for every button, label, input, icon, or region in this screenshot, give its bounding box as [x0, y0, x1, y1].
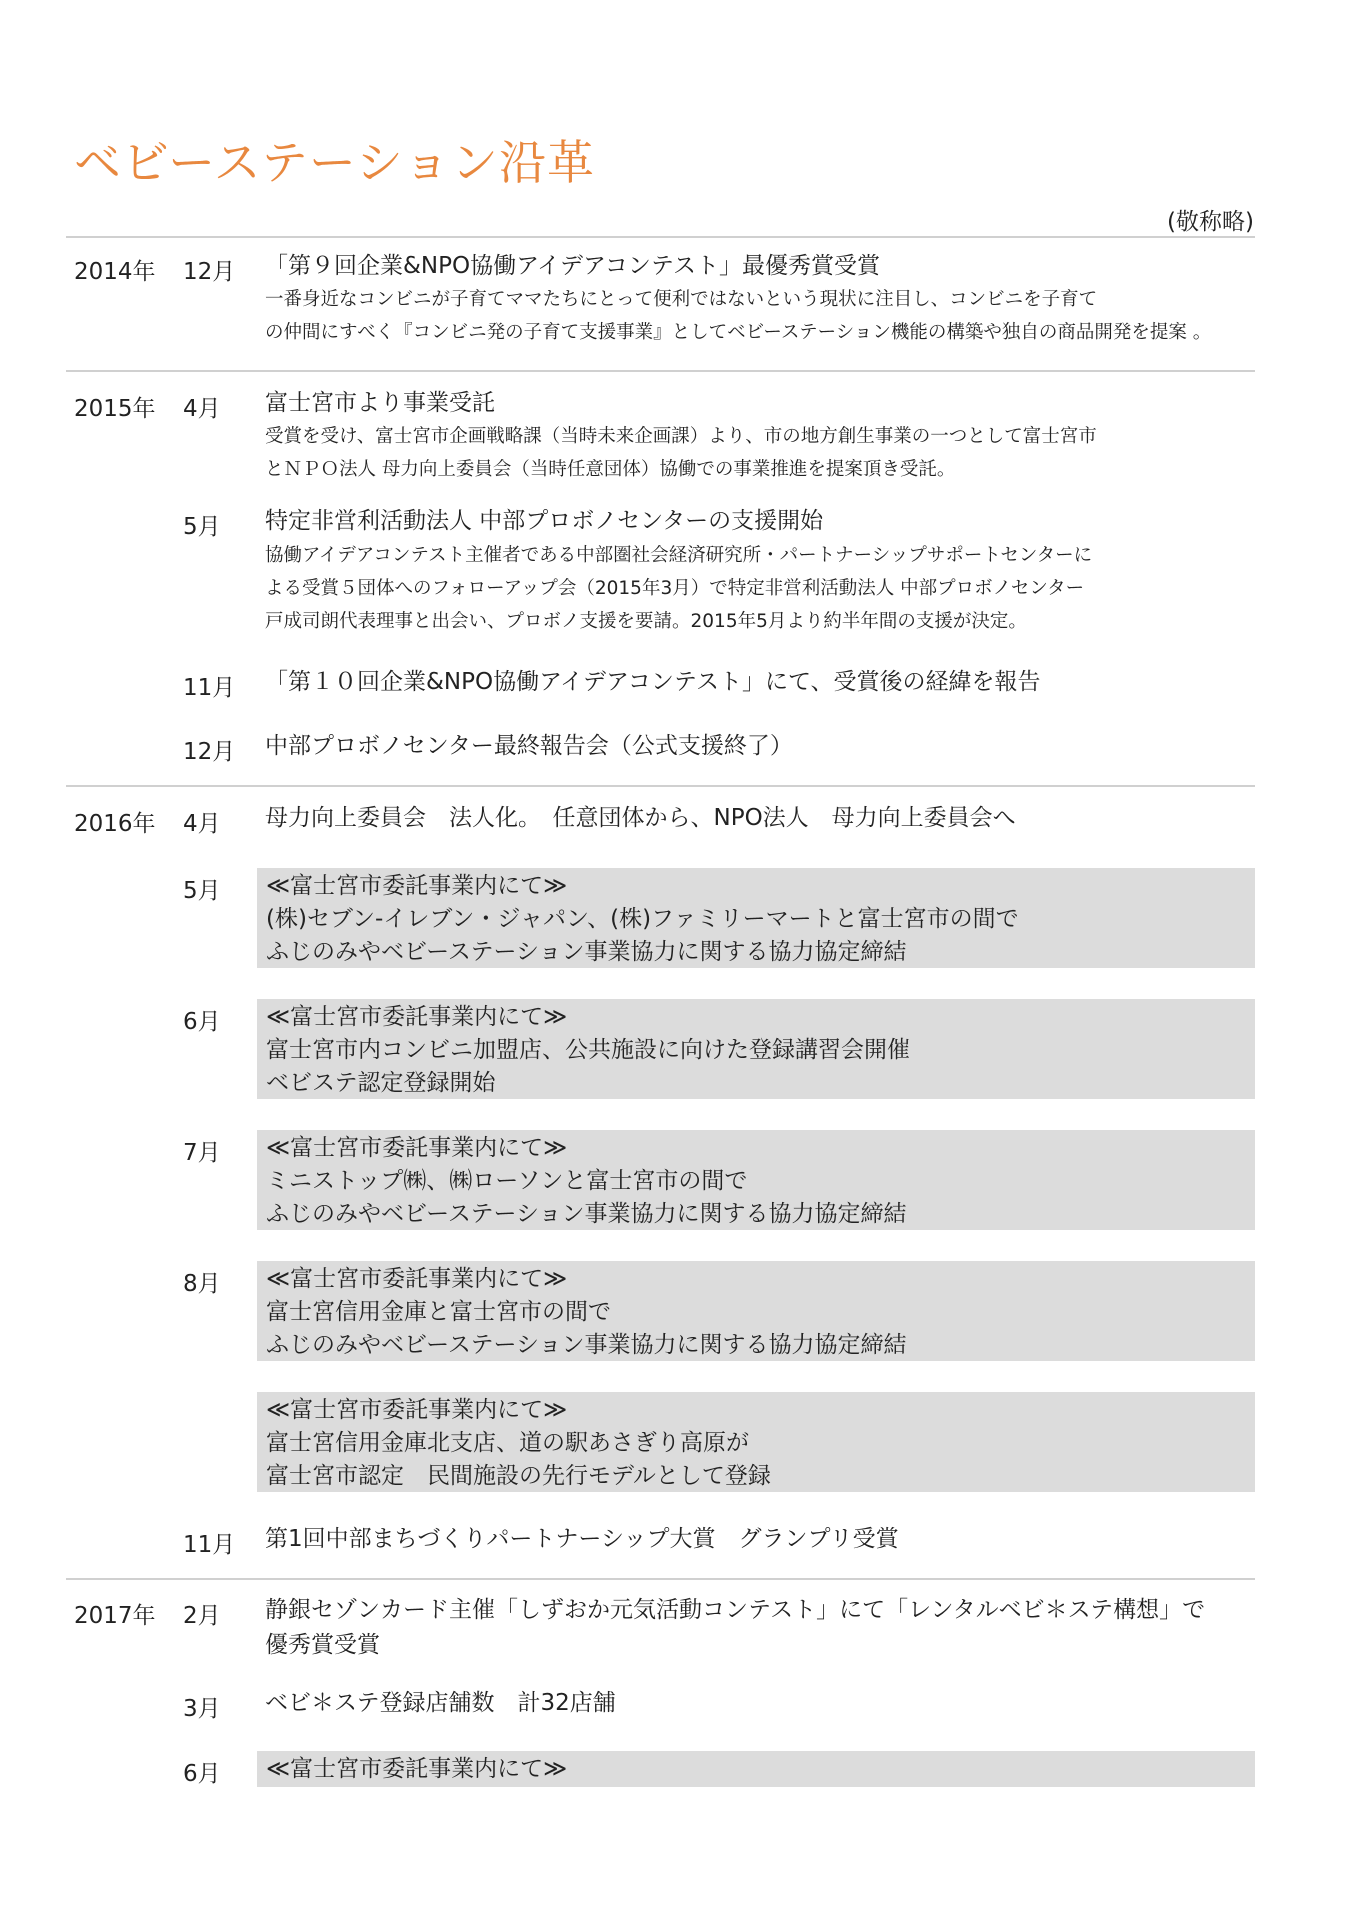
box-line: 富士宮信用金庫北支店、道の駅あさぎり高原が [266, 1430, 749, 1456]
event-heading: 特定非営利活動法人 中部プロボノセンターの支援開始 [265, 508, 824, 534]
box-line: (株)セブン-イレブン・ジャパン、(株)ファミリーマートと富士宮市の間で [266, 906, 1019, 932]
box-line: ふじのみやベビーステーション事業協力に関する協力協定締結 [266, 1332, 907, 1358]
box-heading: ≪富士宮市委託事業内にて≫ [266, 1397, 568, 1423]
honorific-note: (敬称略) [1167, 209, 1254, 235]
month-label: 5月 [183, 878, 221, 904]
event-heading: ベビ＊ステ登録店舗数 計32店舗 [265, 1690, 616, 1716]
event-heading: 母力向上委員会 法人化。 任意団体から、NPO法人 母力向上委員会へ [265, 805, 1016, 831]
box-heading: ≪富士宮市委託事業内にて≫ [266, 1756, 568, 1782]
month-label: 4月 [183, 811, 221, 837]
box-heading: ≪富士宮市委託事業内にて≫ [266, 1004, 568, 1030]
event-heading: 優秀賞受賞 [265, 1632, 380, 1658]
event-description: 一番身近なコンビニが子育てママたちにとって便利ではないという現状に注目し、コンビニを子育て [265, 289, 1098, 310]
month-label: 8月 [183, 1271, 221, 1297]
month-label: 6月 [183, 1761, 221, 1787]
event-description: の仲間にすべく『コンビニ発の子育て支援事業』としてベビーステーション機能の構築や独自の商品開発を提案 。 [265, 322, 1212, 343]
commission-box [257, 868, 1255, 968]
commission-box [257, 1751, 1255, 1787]
event-heading: 静銀セゾンカード主催「しずおか元気活動コンテスト」にて「レンタルベビ＊ステ構想」で [265, 1597, 1206, 1623]
event-description: よる受賞５団体へのフォローアップ会（2015年3月）で特定非営利活動法人 中部プロボノセンター [265, 578, 1085, 599]
month-label: 11月 [183, 1532, 236, 1558]
event-heading: 第1回中部まちづくりパートナーシップ大賞 グランプリ受賞 [265, 1526, 899, 1552]
box-line: ベビステ認定登録開始 [266, 1070, 496, 1096]
event-heading: 「第１０回企業&NPO協働アイデアコンテスト」にて、受賞後の経緯を報告 [265, 669, 1041, 695]
event-heading: 「第９回企業&NPO協働アイデアコンテスト」最優秀賞受賞 [265, 253, 880, 279]
event-heading: 中部プロボノセンター最終報告会（公式支援終了） [265, 733, 793, 759]
commission-box [257, 1392, 1255, 1492]
box-line: ミニストップ㈱、㈱ローソンと富士宮市の間で [266, 1168, 748, 1194]
year-label: 2016年 [74, 811, 156, 837]
box-line: 富士宮信用金庫と富士宮市の間で [266, 1299, 611, 1325]
month-label: 3月 [183, 1696, 221, 1722]
page-title: ベビーステーション沿革 [74, 136, 595, 191]
month-label: 12月 [183, 739, 236, 765]
event-heading: 富士宮市より事業受託 [265, 390, 495, 416]
box-heading: ≪富士宮市委託事業内にて≫ [266, 1135, 568, 1161]
event-description: 協働アイデアコンテスト主催者である中部圏社会経済研究所・パートナーシップサポートセンターに [265, 545, 1093, 566]
month-label: 4月 [183, 396, 221, 422]
month-label: 6月 [183, 1009, 221, 1035]
month-label: 7月 [183, 1140, 221, 1166]
month-label: 2月 [183, 1603, 221, 1629]
divider [66, 1578, 1255, 1580]
event-description: 戸成司朗代表理事と出会い、プロボノ支援を要請。2015年5月より約半年間の支援が決定。 [265, 611, 1027, 632]
event-description: 受賞を受け、富士宮市企画戦略課（当時未来企画課）より、市の地方創生事業の一つとして富士宮市 [265, 426, 1097, 447]
divider [66, 370, 1255, 372]
year-label: 2014年 [74, 259, 156, 285]
commission-box [257, 999, 1255, 1099]
box-heading: ≪富士宮市委託事業内にて≫ [266, 873, 568, 899]
year-label: 2017年 [74, 1603, 156, 1629]
month-label: 5月 [183, 514, 221, 540]
divider [66, 785, 1255, 787]
commission-box [257, 1130, 1255, 1230]
box-line: ふじのみやベビーステーション事業協力に関する協力協定締結 [266, 939, 907, 965]
divider [66, 236, 1255, 238]
box-heading: ≪富士宮市委託事業内にて≫ [266, 1266, 568, 1292]
month-label: 11月 [183, 675, 236, 701]
month-label: 12月 [183, 259, 236, 285]
event-description: とＮＰＯ法人 母力向上委員会（当時任意団体）協働での事業推進を提案頂き受託。 [265, 459, 956, 480]
box-line: ふじのみやベビーステーション事業協力に関する協力協定締結 [266, 1201, 907, 1227]
commission-box [257, 1261, 1255, 1361]
year-label: 2015年 [74, 396, 156, 422]
box-line: 富士宮市認定 民間施設の先行モデルとして登録 [266, 1463, 771, 1489]
box-line: 富士宮市内コンビニ加盟店、公共施設に向けた登録講習会開催 [266, 1037, 910, 1063]
